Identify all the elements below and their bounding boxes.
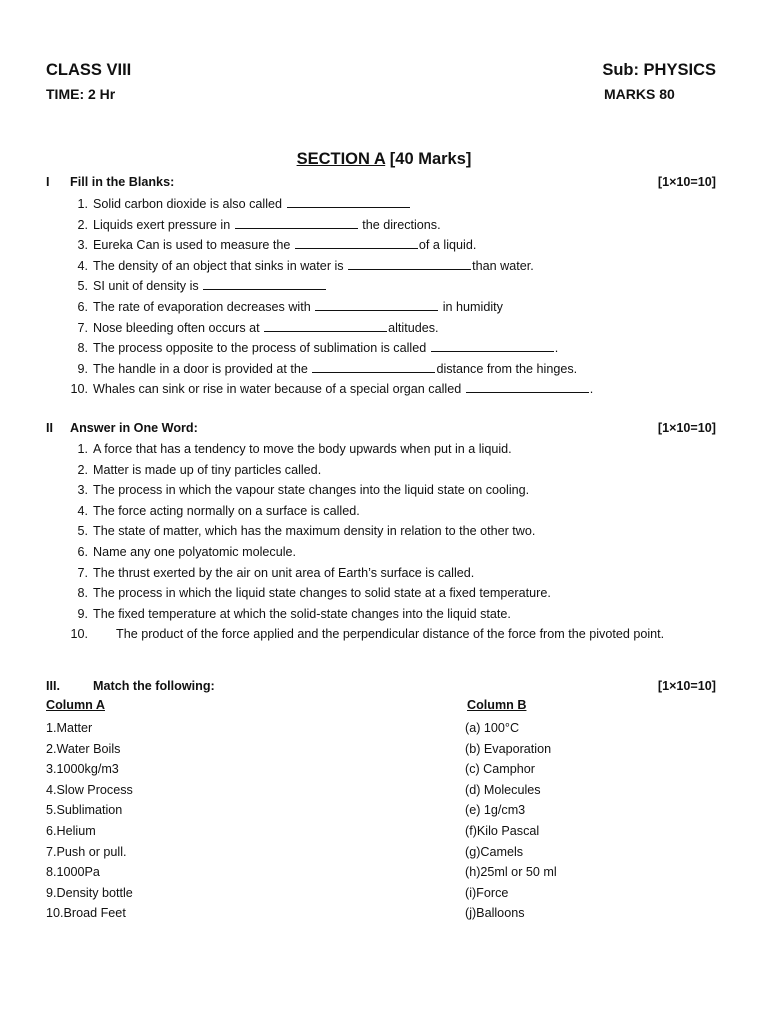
one-word-question-item (70, 542, 722, 563)
item-number: 7. (77, 320, 88, 335)
item-text (93, 194, 411, 215)
column-b-item: (i)Force (465, 885, 509, 900)
class-label: CLASS VIII (46, 61, 132, 79)
blank-question-item (70, 318, 722, 339)
one-word-question-item (70, 521, 722, 542)
item-text: Matter is made up of tiny particles called. (93, 462, 322, 477)
column-a-item: 1.Matter (46, 721, 93, 735)
item-text: The state of matter, which has the maximum density in relation to the other two. (93, 524, 536, 539)
item-text-before: Whales can sink or rise in water because of a special organ called (93, 382, 465, 397)
answer-blank[interactable] (431, 339, 554, 352)
column-b-item: (g)Camels (465, 844, 524, 859)
blank-question-item (70, 338, 722, 359)
time-label: TIME: 2 Hr (46, 86, 116, 102)
item-text-after: distance from the hinges. (436, 361, 578, 376)
answer-blank[interactable] (466, 380, 589, 393)
item-text-after: in humidity (439, 299, 503, 314)
one-word-question-item (70, 480, 722, 501)
item-number: 9. (77, 606, 88, 621)
item-text: The process in which the liquid state changes to solid state at a fixed temperature. (93, 586, 551, 601)
item-number: 6. (77, 544, 88, 559)
blank-question-item (70, 256, 722, 277)
item-text-after: the directions. (358, 217, 441, 232)
item-number: 3. (77, 483, 88, 498)
item-text-after: altitudes. (388, 320, 439, 335)
question-title: Answer in One Word: (70, 421, 198, 435)
item-text-before: SI unit of density is (93, 279, 203, 294)
one-word-question-item (70, 501, 722, 522)
one-word-question-item (70, 439, 722, 460)
item-number: 10. (70, 627, 88, 642)
column-a-item: 10.Broad Feet (46, 906, 126, 921)
column-a-item: 4.Slow Process (46, 782, 133, 797)
blank-question-item (70, 359, 722, 380)
column-a-list (46, 718, 133, 924)
blank-question-item (70, 379, 722, 400)
item-text (93, 215, 441, 236)
question-title: Fill in the Blanks: (70, 175, 175, 189)
item-text (93, 359, 577, 380)
blank-question-item (70, 276, 722, 297)
item-number: 1. (77, 197, 88, 211)
blank-question-item (70, 215, 722, 236)
answer-blank[interactable] (203, 277, 326, 290)
item-text (93, 318, 439, 339)
item-text: The thrust exerted by the air on unit area of Earth’s surface is called. (93, 565, 475, 580)
column-a-item: 3.1000kg/m3 (46, 762, 119, 777)
item-number: 8. (77, 341, 88, 356)
one-word-question-item (70, 563, 722, 584)
item-number: 9. (77, 361, 88, 376)
column-b-header: Column B (467, 698, 527, 712)
blank-question-item (70, 297, 722, 318)
column-a-header: Column A (46, 698, 105, 712)
item-text: Name any one polyatomic molecule. (93, 544, 297, 559)
column-a-item: 7.Push or pull. (46, 844, 127, 859)
section-name: SECTION A (296, 150, 386, 168)
one-word-question-item (70, 460, 722, 481)
item-text-before: The density of an object that sinks in water is (93, 258, 348, 273)
one-word-question-item (70, 624, 722, 645)
item-text-after: than water. (472, 258, 534, 273)
question-3-heading (46, 679, 716, 699)
column-b-item: (e) 1g/cm3 (465, 803, 526, 818)
item-text: The product of the force applied and the perpendicular distance of the force from the pivoted point. (116, 627, 665, 642)
item-text (93, 338, 558, 359)
answer-blank[interactable] (315, 298, 438, 311)
answer-blank[interactable] (312, 360, 435, 373)
answer-blank[interactable] (348, 257, 471, 270)
item-text: The fixed temperature at which the solid-state changes into the liquid state. (93, 606, 511, 621)
answer-blank[interactable] (287, 195, 410, 208)
item-number: 5. (77, 524, 88, 539)
question-1-heading (46, 175, 716, 195)
question-number: I (46, 175, 50, 189)
answer-blank[interactable] (235, 216, 358, 229)
column-b-item: (f)Kilo Pascal (465, 823, 540, 838)
one-word-question-item (70, 604, 722, 625)
section-title (0, 150, 768, 169)
question-marks: [1×10=10] (657, 679, 716, 693)
blank-question-item (70, 235, 722, 256)
fill-in-blanks-list (70, 194, 722, 400)
column-b-item: (a) 100°C (465, 721, 520, 735)
question-2-heading (46, 421, 716, 441)
column-a-item: 5.Sublimation (46, 803, 123, 818)
item-text-before: Solid carbon dioxide is also called (93, 197, 286, 211)
item-text-after: of a liquid. (418, 238, 477, 253)
section-marks: [40 Marks] (385, 150, 472, 168)
column-a-item: 9.Density bottle (46, 885, 133, 900)
item-text: A force that has a tendency to move the body upwards when put in a liquid. (93, 442, 512, 456)
column-b-item: (h)25ml or 50 ml (465, 865, 557, 880)
column-b-item: (b) Evaporation (465, 741, 552, 756)
one-word-answers-list (70, 439, 722, 645)
item-number: 5. (77, 279, 88, 294)
question-title: Match the following: (93, 679, 215, 693)
item-text-before: The process opposite to the process of sublimation is called (93, 341, 430, 356)
item-text (93, 276, 327, 297)
item-number: 7. (77, 565, 88, 580)
item-text-before: The handle in a door is provided at the (93, 361, 312, 376)
item-text-before: Liquids exert pressure in (93, 217, 234, 232)
column-a-item: 2.Water Boils (46, 741, 121, 756)
item-text (93, 297, 503, 318)
question-marks: [1×10=10] (657, 421, 716, 435)
one-word-question-item (70, 583, 722, 604)
question-number: II (46, 421, 53, 435)
column-b-item: (j)Balloons (465, 906, 525, 921)
answer-blank[interactable] (295, 236, 418, 249)
column-a-item: 6.Helium (46, 823, 96, 838)
item-number: 6. (77, 299, 88, 314)
item-text-after: . (554, 341, 559, 356)
item-number: 3. (77, 238, 88, 253)
column-a-item: 8.1000Pa (46, 865, 100, 880)
item-text-after: . (589, 382, 594, 397)
item-text (93, 235, 476, 256)
column-b-item: (c) Camphor (465, 762, 535, 777)
item-number: 4. (77, 258, 88, 273)
blank-question-item (70, 194, 722, 215)
answer-blank[interactable] (264, 319, 387, 332)
item-text: The force acting normally on a surface is called. (93, 503, 360, 518)
item-text (93, 379, 593, 400)
item-number: 2. (77, 217, 88, 232)
question-number: III. (46, 679, 60, 693)
column-b-item: (d) Molecules (465, 782, 541, 797)
subject-label: Sub: PHYSICS (602, 61, 716, 79)
item-number: 4. (77, 503, 88, 518)
item-text-before: The rate of evaporation decreases with (93, 299, 315, 314)
column-b-list (465, 718, 557, 924)
marks-label: MARKS 80 (604, 86, 675, 102)
item-number: 2. (77, 462, 88, 477)
item-text (93, 256, 534, 277)
question-marks: [1×10=10] (657, 175, 716, 189)
item-number: 1. (77, 442, 88, 456)
item-text: The process in which the vapour state changes into the liquid state on cooling. (93, 483, 530, 498)
item-number: 10. (70, 382, 88, 397)
item-text-before: Eureka Can is used to measure the (93, 238, 294, 253)
item-number: 8. (77, 586, 88, 601)
item-text-before: Nose bleeding often occurs at (93, 320, 264, 335)
